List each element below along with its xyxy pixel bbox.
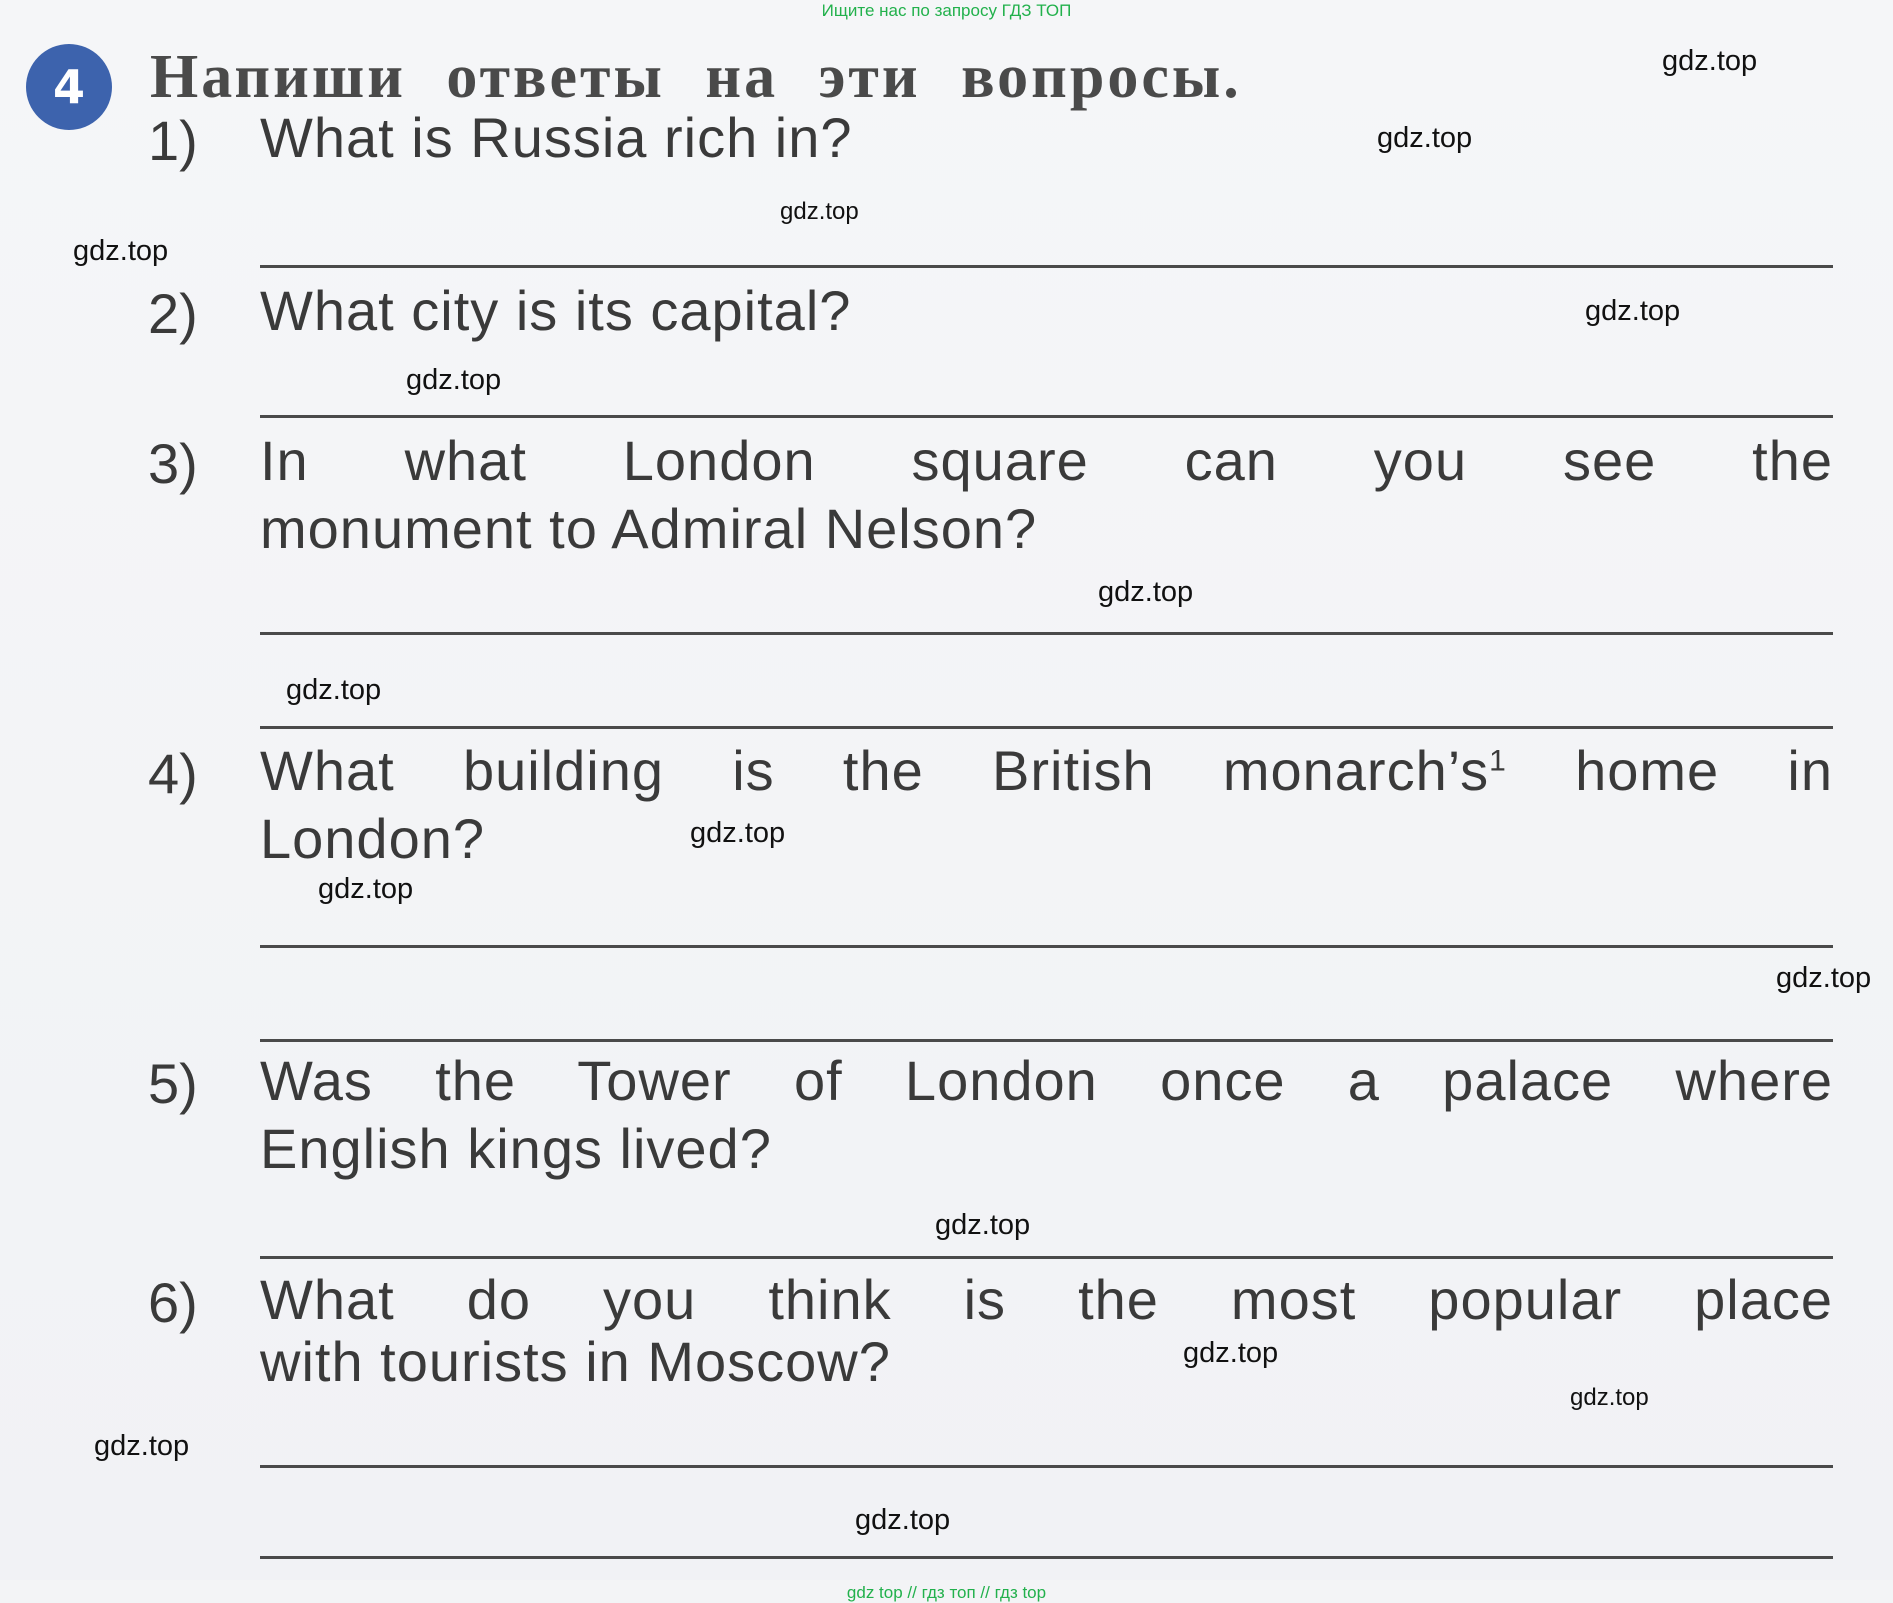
top-banner[interactable]: Ищите нас по запросу ГДЗ ТОП bbox=[821, 1, 1072, 20]
answer-line-4a[interactable] bbox=[260, 945, 1833, 948]
watermark-text: gdz.top bbox=[1662, 45, 1758, 77]
question-1-text: What is Russia rich in? bbox=[260, 106, 853, 169]
watermark-text: gdz.top bbox=[855, 1504, 951, 1536]
watermark-text: gdz.top bbox=[73, 235, 169, 267]
answer-line-1[interactable] bbox=[260, 265, 1833, 268]
answer-line-5[interactable] bbox=[260, 1256, 1833, 1259]
task-number-badge bbox=[26, 44, 112, 130]
question-4-text-part-2: home in bbox=[1506, 739, 1833, 802]
watermark-text: gdz.top bbox=[286, 674, 382, 706]
answer-line-2[interactable] bbox=[260, 415, 1833, 418]
question-5-line-2: English kings lived? bbox=[260, 1117, 772, 1180]
question-4-number: 4) bbox=[148, 742, 198, 805]
watermark-text: gdz.top bbox=[318, 873, 414, 905]
question-3-line-2: monument to Admiral Nelson? bbox=[260, 497, 1038, 560]
question-4-text-part-1: What building is the British monarch’s bbox=[260, 739, 1490, 802]
question-6-line-2: with tourists in Moscow? bbox=[260, 1330, 891, 1393]
question-3-line-1: In what London square can you see the bbox=[260, 429, 1833, 492]
question-5-line-1: Was the Tower of London once a palace where bbox=[260, 1049, 1833, 1112]
watermark-text: gdz.top bbox=[1377, 122, 1473, 154]
watermark-text: gdz.top bbox=[1570, 1384, 1649, 1411]
question-2-number: 2) bbox=[148, 282, 198, 345]
watermark-text: gdz.top bbox=[94, 1430, 190, 1462]
question-2-text: What city is its capital? bbox=[260, 279, 852, 342]
answer-line-4b[interactable] bbox=[260, 1039, 1833, 1042]
task-number: 4 bbox=[52, 60, 85, 114]
question-3-number: 3) bbox=[148, 432, 198, 495]
question-4-line-2: London? bbox=[260, 807, 486, 870]
answer-line-3b[interactable] bbox=[260, 726, 1833, 729]
watermark-text: gdz.top bbox=[1585, 295, 1681, 327]
question-1-number: 1) bbox=[148, 109, 198, 172]
watermark-text: gdz.top bbox=[1183, 1337, 1279, 1369]
answer-line-6b[interactable] bbox=[260, 1556, 1833, 1559]
watermark-text: gdz.top bbox=[935, 1209, 1031, 1241]
task-title: Напиши ответы на эти вопросы. bbox=[150, 43, 1242, 111]
question-6-number: 6) bbox=[148, 1271, 198, 1334]
watermark-text: gdz.top bbox=[690, 817, 786, 849]
question-6-line-1: What do you think is the most popular place bbox=[260, 1268, 1833, 1331]
answer-line-3a[interactable] bbox=[260, 632, 1833, 635]
question-4-line-1 bbox=[260, 737, 1833, 805]
watermark-text: gdz.top bbox=[780, 198, 859, 225]
footnote-marker: 1 bbox=[1489, 744, 1507, 778]
bottom-banner[interactable]: gdz top // гдз топ // гдз top bbox=[846, 1583, 1047, 1602]
question-5-number: 5) bbox=[148, 1052, 198, 1115]
watermark-text: gdz.top bbox=[1098, 576, 1194, 608]
watermark-text: gdz.top bbox=[1776, 962, 1872, 994]
watermark-text: gdz.top bbox=[406, 364, 502, 396]
answer-line-6a[interactable] bbox=[260, 1465, 1833, 1468]
